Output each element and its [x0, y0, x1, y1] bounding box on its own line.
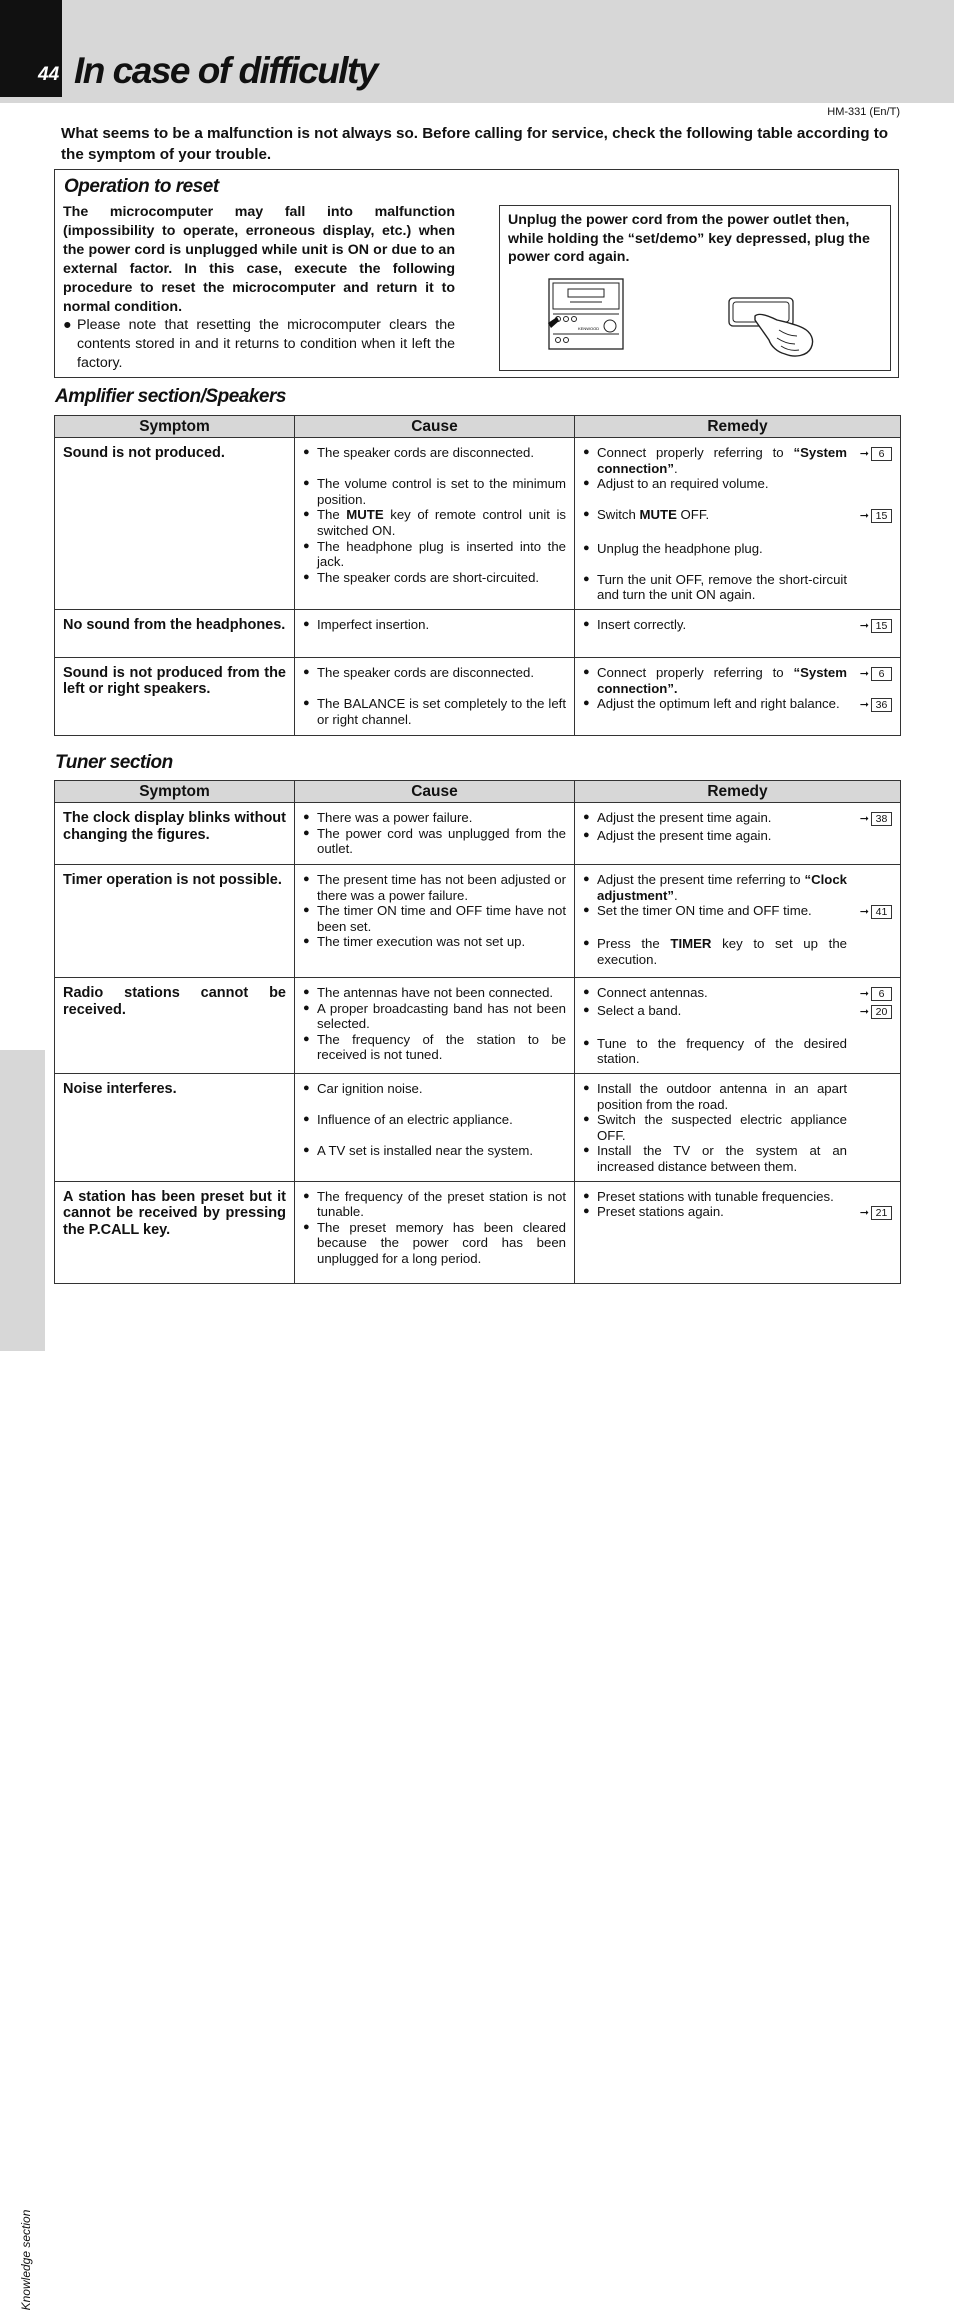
arrow-icon: ➞ [859, 619, 869, 632]
amplifier-section-heading: Amplifier section/Speakers [55, 386, 286, 407]
bullet-icon: ● [303, 935, 310, 948]
cause-text [317, 810, 566, 826]
text-run: key of remote control unit is switched ON. [317, 507, 566, 538]
arrow-icon: ➞ [859, 510, 869, 523]
spacer [583, 921, 892, 937]
page-reference [847, 445, 892, 476]
remedy-item [583, 1081, 892, 1112]
cause-cell [295, 657, 575, 735]
remedy-text [597, 507, 847, 525]
page-reference [847, 985, 892, 1003]
text-run: The power cord was unplugged from the outlet. [317, 825, 566, 857]
stereo-unit-illustration [548, 278, 624, 350]
bullet-icon: ● [583, 1113, 590, 1126]
arrow-icon: ➞ [859, 699, 869, 712]
arrow-icon: ➞ [859, 813, 869, 825]
remedy-text [597, 828, 847, 844]
text-run: key to set up the execution. [597, 936, 847, 967]
cause-item [303, 665, 566, 681]
bullet-icon: ● [583, 508, 590, 521]
reset-instruction-box [499, 205, 891, 371]
bullet-icon: ● [303, 1001, 310, 1014]
cause-text [317, 934, 566, 950]
remedy-item [583, 572, 892, 603]
remedy-text [597, 872, 847, 903]
cause-text [317, 1112, 566, 1128]
spacer [583, 492, 892, 508]
text-run: Preset stations again. [597, 1204, 724, 1220]
bullet-icon: ● [303, 1081, 310, 1094]
text-run: . [673, 460, 678, 476]
intro-text: What seems to be a malfunction is not always so. Before calling for service, check the following table according to the symptom of your trouble. [61, 125, 889, 163]
symptom-cell: No sound from the headphones. [55, 609, 295, 657]
text-run: Install the outdoor antenna in an apart position from the road. [597, 1080, 847, 1112]
page-reference [847, 572, 892, 603]
page-reference [847, 1081, 892, 1112]
bullet-icon: ● [303, 617, 310, 630]
symptom-cell: Sound is not produced from the left or right speakers. [55, 657, 295, 735]
text-run: Connect properly referring to [597, 445, 794, 460]
page-reference [847, 1143, 892, 1174]
spacer [583, 525, 892, 541]
remedy-cell [575, 657, 901, 735]
bullet-icon: ● [303, 1113, 310, 1126]
cause-item [303, 476, 566, 507]
bullet-icon: ● [303, 665, 310, 678]
bullet-icon: ● [303, 811, 310, 823]
page-reference [847, 828, 892, 844]
cause-text [317, 826, 566, 857]
spacer [583, 556, 892, 572]
bullet-icon: ● [583, 904, 590, 917]
bullet-icon: ● [583, 697, 590, 710]
cause-cell [295, 978, 575, 1074]
page-reference [847, 872, 892, 903]
cause-text [317, 507, 566, 538]
symptom-header: Symptom [55, 416, 295, 438]
remedy-text [597, 810, 847, 828]
reset-note: ● Please note that resetting the microcomputer clears the contents stored in and it returns to condition when it left the factory. [63, 317, 455, 372]
table-row [55, 438, 901, 610]
page-reference [847, 507, 892, 525]
text-run: The BALANCE is set completely to the left or right channel. [317, 696, 566, 727]
table-row [55, 1073, 901, 1181]
bullet-icon: ● [303, 904, 310, 917]
bullet-icon: ● [303, 1189, 310, 1202]
symptom-header: Symptom [55, 781, 295, 803]
remedy-text [597, 617, 847, 635]
bullet-icon: ● [303, 697, 310, 710]
page-reference [847, 1189, 892, 1205]
remedy-item [583, 985, 892, 1003]
bullet-icon: ● [583, 665, 590, 678]
cause-item [303, 1220, 566, 1267]
remedy-text [597, 1143, 847, 1174]
page-ref-number: 15 [871, 619, 892, 633]
page-reference [847, 696, 892, 714]
symptom-cell: Radio stations cannot be received. [55, 978, 295, 1074]
side-tab-label: Knowledge section [19, 2209, 33, 2310]
bullet-icon: ● [583, 1144, 590, 1157]
cause-item [303, 570, 566, 586]
remedy-item [583, 1003, 892, 1021]
arrow-icon: ➞ [859, 906, 869, 919]
remedy-cell [575, 609, 901, 657]
arrow-icon: ➞ [859, 1005, 869, 1018]
remedy-text [597, 476, 847, 492]
page-reference [847, 810, 892, 828]
text-run: The present time has not been adjusted or there was a power failure. [317, 872, 566, 903]
bullet-icon: ● [583, 446, 590, 458]
page-ref-number: 21 [871, 1206, 892, 1220]
remedy-text [597, 1204, 847, 1222]
remedy-item [583, 903, 892, 921]
bullet-icon: ● [583, 572, 590, 585]
page-reference [847, 617, 892, 635]
remedy-text [597, 445, 847, 476]
cause-text [317, 617, 566, 633]
table-row [55, 865, 901, 978]
page-title: In case of difficulty [74, 50, 377, 91]
bullet-icon: ● [303, 446, 310, 458]
remedy-item [583, 872, 892, 903]
text-run: Influence of an electric appliance. [317, 1112, 513, 1128]
remedy-item [583, 445, 892, 476]
text-run: Car ignition noise. [317, 1080, 423, 1096]
bullet-icon: ● [583, 811, 590, 823]
table-row [55, 1181, 901, 1283]
bullet-icon: ● [583, 617, 590, 630]
bullet-icon: ● [303, 539, 310, 552]
remedy-item [583, 1189, 892, 1205]
cause-item [303, 1032, 566, 1063]
page-reference [847, 1003, 892, 1021]
page-ref-number: 6 [871, 447, 892, 461]
page-ref-number: 36 [871, 698, 892, 712]
text-run: Turn the unit OFF, remove the short-circuit and turn the unit ON again. [597, 571, 847, 603]
remedy-item [583, 665, 892, 696]
page-reference [847, 1036, 892, 1067]
device-brand-label: KENWOOD [578, 326, 600, 331]
reset-heading: Operation to reset [64, 176, 219, 197]
text-run: Unplug the headphone plug. [597, 540, 763, 556]
remedy-item [583, 541, 892, 557]
text-run: The headphone plug is inserted into the jack. [317, 538, 566, 570]
remedy-cell [575, 865, 901, 978]
text-run: There was a power failure. [317, 810, 473, 825]
cause-cell [295, 438, 575, 610]
bullet-icon: ● [583, 541, 590, 554]
cause-text [317, 872, 566, 903]
remedy-cell [575, 1073, 901, 1181]
page-ref-number: 38 [871, 812, 892, 826]
text-run: Adjust the present time referring to [597, 872, 805, 887]
page-ref-number: 15 [871, 509, 892, 523]
spacer [583, 1020, 892, 1036]
remedy-cell [575, 438, 901, 610]
text-run: The speaker cords are disconnected. [317, 664, 534, 680]
reset-instruction: Unplug the power cord from the power outlet then, while holding the “set/demo” key depressed, plug the power cord again. [508, 212, 870, 265]
bullet-icon: ● [303, 508, 310, 521]
remedy-cell [575, 1181, 901, 1283]
page-ref-number: 6 [871, 987, 892, 1001]
page-reference [847, 1204, 892, 1222]
cause-cell [295, 1073, 575, 1181]
tuner-section-heading: Tuner section [55, 752, 173, 773]
remedy-text [597, 985, 847, 1003]
cause-item [303, 1189, 566, 1220]
cause-item [303, 1081, 566, 1097]
cause-text [317, 1001, 566, 1032]
text-run: Set the timer ON time and OFF time. [597, 903, 812, 919]
text-run: The preset memory has been cleared because the power cord has been unplugged for a long period. [317, 1219, 566, 1266]
remedy-text [597, 1003, 847, 1021]
bullet-icon: ● [583, 873, 590, 885]
page-ref-number: 20 [871, 1005, 892, 1019]
cause-item [303, 826, 566, 857]
cause-item [303, 696, 566, 727]
bullet-icon: ● [303, 477, 310, 490]
cause-item [303, 539, 566, 570]
text-run: Adjust the present time again. [597, 810, 772, 825]
remedy-item [583, 476, 892, 492]
remedy-item [583, 810, 892, 828]
text-run: Switch [597, 507, 640, 523]
remedy-item [583, 1112, 892, 1143]
bold-text-run: TIMER [670, 936, 712, 952]
page-reference [847, 476, 892, 492]
text-run: Connect properly referring to [597, 664, 794, 680]
remedy-item [583, 1036, 892, 1067]
cause-item [303, 1001, 566, 1032]
bullet-icon: ● [583, 1189, 590, 1202]
text-run: Install the TV or the system at an increased distance between them. [597, 1143, 847, 1174]
cause-text [317, 445, 566, 461]
page-reference [847, 541, 892, 557]
cause-text [317, 1220, 566, 1267]
bullet-icon: ● [583, 1081, 590, 1094]
cause-item [303, 985, 566, 1001]
text-run: Tune to the frequency of the desired station. [597, 1035, 847, 1067]
bullet-icon: ● [583, 1003, 590, 1016]
tuner-table [54, 780, 901, 1284]
bullet-icon: ● [303, 873, 310, 885]
table-row [55, 803, 901, 865]
bold-text-run: “System connection” [597, 445, 847, 476]
remedy-text [597, 541, 847, 557]
spacer [303, 461, 566, 477]
table-row [55, 978, 901, 1074]
text-run: The frequency of the station to be received is not tuned. [317, 1031, 566, 1063]
cause-item [303, 934, 566, 950]
remedy-text [597, 1036, 847, 1067]
remedy-cell [575, 803, 901, 865]
text-run: Imperfect insertion. [317, 616, 430, 632]
bullet-icon: ● [583, 1205, 590, 1218]
text-run: Insert correctly. [597, 616, 687, 632]
text-run: . [673, 887, 678, 903]
cause-text [317, 1189, 566, 1220]
cause-cell [295, 803, 575, 865]
page-reference [847, 1112, 892, 1143]
page-reference [847, 936, 892, 967]
bullet-icon: ● [583, 828, 590, 841]
reset-body: The microcomputer may fall into malfunction (impossibility to operate, erroneous display, etc.) when the power cord is unplugged while unit is ON or due to an external factor. In this case, execute the following procedure to reset the microcomputer and return it to normal condition. [63, 204, 455, 315]
cause-text [317, 903, 566, 934]
arrow-icon: ➞ [859, 667, 869, 680]
bullet-icon: ● [583, 477, 590, 490]
text-run: Adjust the present time again. [597, 827, 772, 843]
hand-pressing-key-icon [725, 294, 821, 358]
text-run: The volume control is set to the minimum position. [317, 476, 566, 507]
symptom-cell: Noise interferes. [55, 1073, 295, 1181]
bullet-icon: ● [303, 570, 310, 583]
remedy-text [597, 1112, 847, 1143]
cause-cell [295, 865, 575, 978]
bullet-icon: ● [303, 1220, 310, 1233]
bullet-icon: ● [303, 1144, 310, 1157]
side-tab [0, 1050, 45, 2310]
model-number: HM-331 (En/T) [827, 106, 900, 118]
symptom-cell: Sound is not produced. [55, 438, 295, 610]
cause-text [317, 570, 566, 586]
remedy-text [597, 696, 847, 714]
symptom-cell: A station has been preset but it cannot be received by pressing the P.CALL key. [55, 1181, 295, 1283]
cause-item [303, 872, 566, 903]
arrow-icon: ➞ [859, 448, 869, 460]
remedy-text [597, 903, 847, 921]
page-ref-number: 41 [871, 905, 892, 919]
bold-text-run: “Clock adjustment” [597, 872, 847, 903]
remedy-item [583, 507, 892, 525]
remedy-text [597, 665, 847, 696]
table-row [55, 657, 901, 735]
remedy-header: Remedy [575, 416, 901, 438]
bullet-icon: ● [303, 1032, 310, 1045]
remedy-text [597, 572, 847, 603]
cause-item [303, 1143, 566, 1159]
text-run: Adjust the optimum left and right balance. [597, 696, 840, 712]
remedy-item [583, 936, 892, 967]
bullet-icon: ● [583, 986, 590, 998]
cause-header: Cause [295, 781, 575, 803]
cause-text [317, 696, 566, 727]
remedy-cell [575, 978, 901, 1074]
text-run: The frequency of the preset station is not tunable. [317, 1188, 566, 1220]
text-run: The timer ON time and OFF time have not been set. [317, 903, 566, 934]
cause-cell [295, 609, 575, 657]
text-run: The speaker cords are disconnected. [317, 445, 534, 460]
reset-text [63, 203, 455, 373]
remedy-item [583, 696, 892, 714]
cause-item [303, 617, 566, 633]
text-run: The speaker cords are short-circuited. [317, 569, 540, 585]
cause-text [317, 476, 566, 507]
page-reference [847, 665, 892, 696]
symptom-cell: Timer operation is not possible. [55, 865, 295, 978]
remedy-item [583, 828, 892, 844]
page-reference [847, 903, 892, 921]
page-ref-number: 6 [871, 667, 892, 681]
spacer [303, 1128, 566, 1144]
remedy-item [583, 1143, 892, 1174]
cause-item [303, 445, 566, 461]
symptom-cell: The clock display blinks without changing the figures. [55, 803, 295, 865]
cause-cell [295, 1181, 575, 1283]
text-run: Connect antennas. [597, 985, 708, 1000]
remedy-text [597, 1189, 847, 1205]
cause-item [303, 1112, 566, 1128]
remedy-item [583, 1204, 892, 1222]
cause-header: Cause [295, 416, 575, 438]
cause-text [317, 665, 566, 681]
amplifier-table [54, 415, 901, 736]
text-run: Switch the suspected electric appliance OFF. [597, 1112, 847, 1143]
bullet-icon: ● [63, 317, 72, 334]
text-run: Press the [597, 936, 671, 952]
cause-item [303, 903, 566, 934]
cause-text [317, 985, 566, 1001]
bullet-icon: ● [583, 937, 590, 950]
bullet-icon: ● [303, 986, 310, 998]
cause-item [303, 507, 566, 538]
text-run: OFF. [676, 507, 710, 523]
remedy-item [583, 617, 892, 635]
spacer [303, 1097, 566, 1113]
bullet-icon: ● [303, 826, 310, 839]
bold-text-run: MUTE [346, 507, 384, 523]
cause-text [317, 1143, 566, 1159]
bold-text-run: MUTE [639, 507, 677, 523]
page-number: 44 [38, 64, 60, 85]
cause-text [317, 1032, 566, 1063]
text-run: The [317, 507, 347, 523]
text-run: A proper broadcasting band has not been selected. [317, 1000, 566, 1032]
bullet-icon: ● [583, 1036, 590, 1049]
cause-text [317, 539, 566, 570]
text-run: The timer execution was not set up. [317, 934, 526, 950]
arrow-icon: ➞ [859, 1207, 869, 1220]
bold-text-run: “System connection”. [597, 664, 847, 696]
text-run: Select a band. [597, 1002, 682, 1018]
remedy-text [597, 936, 847, 967]
spacer [303, 681, 566, 697]
cause-item [303, 810, 566, 826]
text-run: A TV set is installed near the system. [317, 1143, 533, 1159]
page-number-box [0, 0, 62, 97]
text-run: Preset stations with tunable frequencies. [597, 1188, 834, 1204]
table-row [55, 609, 901, 657]
cause-text [317, 1081, 566, 1097]
text-run: The antennas have not been connected. [317, 985, 554, 1000]
remedy-text [597, 1081, 847, 1112]
reset-panel [54, 169, 899, 378]
remedy-header: Remedy [575, 781, 901, 803]
arrow-icon: ➞ [859, 988, 869, 1000]
text-run: Adjust to an required volume. [597, 476, 769, 492]
